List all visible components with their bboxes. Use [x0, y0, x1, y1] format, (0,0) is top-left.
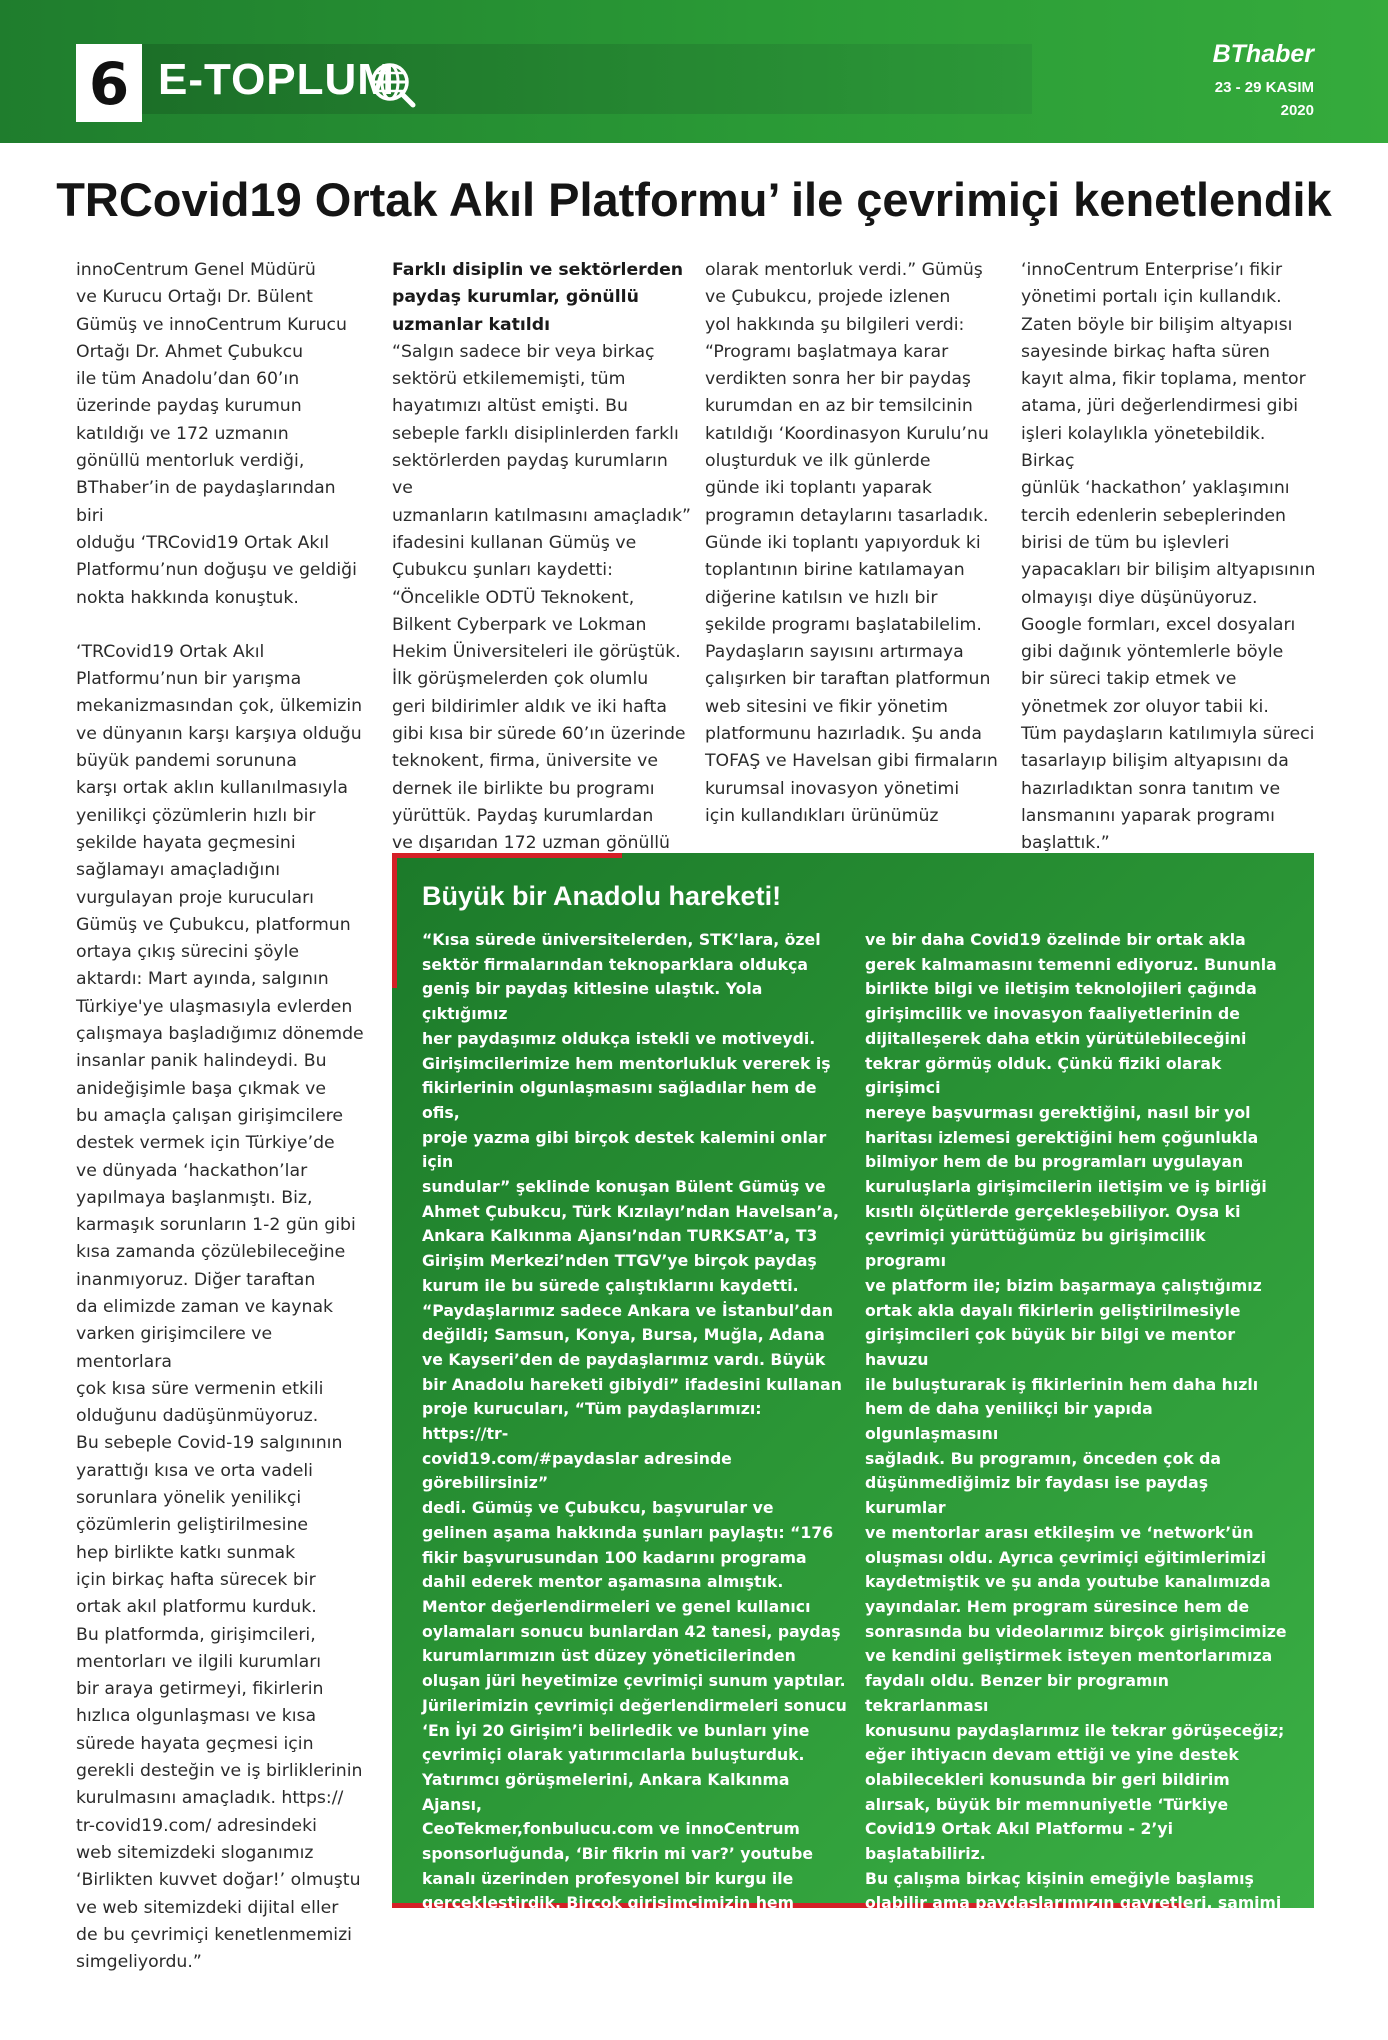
- body-paragraph: ‘innoCentrum Enterprise’ı fikir yönetimi portalı için kullandık. Zaten böyle bir bilişim altyapısı sayesinde birkaç hafta süren kayıt alma, fikir toplama, mentor atama, jüri değerlendirmesi gibi işleri kolaylıkla yönetebildik. Birkaç günlük ‘hackathon’ yaklaşımını tercih edenlerin sebeplerinden birisi de tüm bu işlevleri yapacakları bir bilişim altyapısının olmayışı diye düşünüyoruz. Google formları, excel dosyaları gibi dağınık yöntemlerle böyle bir süreci takip etmek ve yönetmek zor oluyor tabii ki. Tüm paydaşların katılımıyla süreci tasarlayıp bilişim altyapısını da hazırladıktan sonra tanıtım ve lansmanını yaparak programı başlattık.”: [1021, 260, 1316, 854]
- article-column-2: [392, 257, 692, 858]
- box-title: Büyük bir Anadolu hareketi!: [422, 881, 782, 911]
- globe-icon: [368, 60, 416, 108]
- issue-date-line1: 23 - 29 KASIM: [1214, 79, 1314, 96]
- section-title: E-TOPLUM: [158, 55, 395, 104]
- issue-date-line2: 2020: [1280, 102, 1314, 119]
- body-paragraph: “Salgın sadece bir veya birkaç sektörü etkilememişti, tüm hayatımızı altüst emişti. Bu sebeple farklı disiplinlerden farklı sektörlerden paydaş kurumların ve uzmanların katılmasını amaçladık” ifadesini kullanan Gümüş ve Çubukcu şunları kaydetti: “Öncelikle ODTÜ Teknokent, Bilkent Cyberpark ve Lokman Hekim Üniversiteleri ile görüştük. İlk görüşmelerden çok olumlu geri bildirimler aldık ve iki hafta gibi kısa bir sürede 60’ın üzerinde teknokent, firma, üniversite ve dernek ile birlikte bu programı yürüttük. Paydaş kurumlardan ve dışarıdan 172 uzman gönüllü: [392, 341, 691, 854]
- body-paragraph: ‘TRCovid19 Ortak Akıl Platformu’nun bir yarışma mekanizmasından çok, ülkemizin ve dünyanın karşı karşıya olduğu büyük pandemi sorununa karşı ortak aklın kullanılmasıyla yenilikçi çözümlerin hızlı bir şekilde hayata geçmesini sağlamayı amaçladığını vurgulayan proje kurucuları Gümüş ve Çubukcu, platformun ortaya çıkış sürecini şöyle aktardı: Mart ayında, salgının Türkiye'ye ulaşmasıyla evlerden çalışmaya başladığımız dönemde insanlar panik halindeydi. Bu anideğişimle başa çıkmak ve bu amaçla çalışan girişimcilere destek vermek için Türkiye’de ve dünyada ‘hackathon’lar yapılmaya başlanmıştı. Biz, karmaşık sorunların 1-2 gün gibi kısa zamanda çözülebileceğine inanmıyoruz. Diğer taraftan da elimizde zaman ve kaynak varken girişimcilere ve mentorlara çok kısa süre vermenin etkili olduğunu dadüşünmüyoruz. Bu sebeple Covid-19 salgınının yarattığı kısa ve orta vadeli sorunlara yönelik yenilikçi çözümlerin geliştirilmesine hep birlikte katkı sunmak için birkaç hafta sürecek bir ortak akıl platformu kurduk. Bu platformda, girişimcileri, mentorları ve ilgili kurumları bir araya getirmeyi, fikirlerin hızlıca olgunlaşması ve kısa sürede hayata geçmesi için gerekli desteğin ve iş birliklerinin kurulmasını amaçladık. https:// tr-covid19.com/ adresindeki web sitemizdeki sloganımız ‘Birlikten kuvvet doğar!’ olmuştu ve web sitemizdeki dijital eller de bu çevrimiçi kenetlenmemizi simgeliyordu.”: [76, 641, 364, 1973]
- box-column-1: “Kısa sürede üniversitelerden, STK’lara, özel sektör firmalarından teknoparklara oldukça geniş bir paydaş kitlesine ulaştık. Yola çıktığımız her paydaşımız oldukça istekli ve motiveydi. Girişimcilerimize hem mentorlukluk vererek iş fikirlerinin olgunlaşmasını sağladılar hem de ofis, proje yazma gibi birçok destek kalemini onlar için sundular” şeklinde konuşan Bülent Gümüş ve Ahmet Çubukcu, Türk Kızılayı’ndan Havelsan’a, Ankara Kalkınma Ajansı’ndan TURKSAT’a, T3 Girişim Merkezi’nden TTGV’ye birçok paydaş kurum ile bu sürede çalıştıklarını kaydetti. “Paydaşlarımız sadece Ankara ve İstanbul’dan değildi; Samsun, Konya, Bursa, Muğla, Adana ve Kayseri’den de paydaşlarımız vardı. Büyük bir Anadolu hareketi gibiydi” ifadesini kullanan proje kurucuları, “Tüm paydaşlarımızı: https://tr- covid19.com/#paydaslar adresinde görebilirsiniz” dedi. Gümüş ve Çubukcu, başvurular ve gelinen aşama hakkında şunları paylaştı: “176 fikir başvurusundan 100 kadarını programa dahil ederek mentor aşamasına almıştık. Mentor değerlendirmeleri ve genel kullanıcı oylamaları sonucu bunlardan 42 tanesi, paydaş kurumlarımızın üst düzey yöneticilerinden oluşan jüri heyetimize çevrimiçi sunum yaptılar. Jürilerimizin çevrimiçi değerlendirmeleri sonucu ‘En İyi 20 Girişim’i belirledik ve bunları yine çevrimiçi olarak yatırımcılarla buluşturduk. Yatırımcı görüşmelerini, Ankara Kalkınma Ajansı, CeoTekmer,fonbulucu.com ve innoCentrum sponsorluğunda, ‘Bir fikrin mi var?’ youtube kanalı üzerinden profesyonel bir kurgu ile gerçekleştirdik. Birçok girişimcimizin hem yatırım ağlarıyla görüşmeleri hem de paydaş kurumlarla iletişim ve iş birlikleri devam etmekte. Bundan sonraki süreç için öncelikli olarak pandeminin bir an önce son bulmasını: [422, 930, 847, 2012]
- article-column-3: [705, 257, 1005, 830]
- box-column-2: ve bir daha Covid19 özelinde bir ortak akla gerek kalmamasını temenni ediyoruz. Bununla birlikte bilgi ve iletişim teknolojileri çağında girişimcilik ve inovasyon faaliyetlerinin de dijitalleşerek daha etkin yürütülebileceğini tekrar görmüş olduk. Çünkü fiziki olarak girişimci nereye başvurması gerektiğini, nasıl bir yol haritası izlemesi gerektiğini hem çoğunlukla bilmiyor hem de bu programları uygulayan kuruluşlarla girişimcilerin iletişim ve iş birliği kısıtlı ölçütlerde gerçekleşebiliyor. Oysa ki çevrimiçi yürüttüğümüz bu girişimcilik programı ve platform ile; bizim başarmaya çalıştığımız ortak akla dayalı fikirlerin geliştirilmesiyle girişimcileri çok büyük bir bilgi ve mentor havuzu ile buluşturarak iş fikirlerinin hem daha hızlı hem de daha yenilikçi bir yapıda olgunlaşmasını sağladık. Bu programın, önceden çok da düşünmediğimiz bir faydası ise paydaş kurumlar ve mentorlar arası etkileşim ve ‘network’ün oluşması oldu. Ayrıca çevrimiçi eğitimlerimizi kaydetmiştik ve şu anda youtube kanalımızda yayındalar. Hem program süresince hem de sonrasında bu videolarımız birçok girişimcimize ve kendini geliştirmek isteyen mentorlarımıza faydalı oldu. Benzer bir programın tekrarlanması konusunu paydaşlarımız ile tekrar görüşeceğiz; eğer ihtiyacın devam ettiği ve yine destek olabilecekleri konusunda bir geri bildirim alırsak, büyük bir memnuniyetle ‘Türkiye Covid19 Ortak Akıl Platformu - 2’yi başlatabiliriz. Bu çalışma birkaç kişinin emeğiyle başlamış olabilir ama paydaşlarımızın gayretleri, samimi destekleri ve güler yüzleriyle projeyi başarıyla tamamlayabildik.Ayrıca ortak akıl ve açık inovasyon bilincinin de kriz dönemleri gibi zamanlarda katalizör etkisi gösterip giderek artması oldukça sevindirici.”: [865, 930, 1287, 2036]
- body-paragraph: olarak mentorluk verdi.” Gümüş ve Çubukcu, projede izlenen yol hakkında şu bilgileri verdi: “Programı başlatmaya karar verdikten sonra her bir paydaş kurumdan en az bir temsilcinin katıldığı ‘Koordinasyon Kurulu’nu oluşturduk ve ilk günlerde günde iki toplantı yaparak programın detaylarını tasarladık. Günde iki toplantı yapıyorduk ki toplantının birine katılamayan diğerine katılsın ve hızlı bir şekilde programı başlatabilelim. Paydaşların sayısını artırmaya çalışırken bir taraftan platformun web sitesini ve fikir yönetim platformunu hazırladık. Şu anda TOFAŞ ve Havelsan gibi firmaların kurumsal inovasyon yönetimi için kullandıkları ürünümüz: [705, 260, 998, 826]
- page-header: [0, 0, 1388, 143]
- article-headline: TRCovid19 Ortak Akıl Platformu’ ile çevrimiçi kenetlendik: [56, 173, 1332, 226]
- highlight-box: [392, 853, 1314, 2036]
- issue-date: [1215, 76, 1314, 122]
- box-accent-top: [392, 853, 622, 858]
- brand-logo: BThaber: [1212, 40, 1314, 68]
- box-accent-left: [392, 853, 397, 988]
- intro-paragraph: innoCentrum Genel Müdürü ve Kurucu Ortağı Dr. Bülent Gümüş ve innoCentrum Kurucu Ortağı Dr. Ahmet Çubukcu ile tüm Anadolu’dan 60’ın üzerinde paydaş kurumun katıldığı ve 172 uzmanın gönüllü mentorluk verdiği, BThaber’in de paydaşlarından biri olduğu ‘TRCovid19 Ortak Akıl Platformu’nun doğuşu ve geldiği nokta hakkında konuştuk.: [76, 260, 357, 608]
- subheading: Farklı disiplin ve sektörlerden paydaş kurumlar, gönüllü uzmanlar katıldı: [392, 260, 684, 335]
- article-column-4: [1021, 257, 1321, 858]
- page-number: 6: [76, 44, 142, 122]
- article-column-1: [76, 257, 366, 1976]
